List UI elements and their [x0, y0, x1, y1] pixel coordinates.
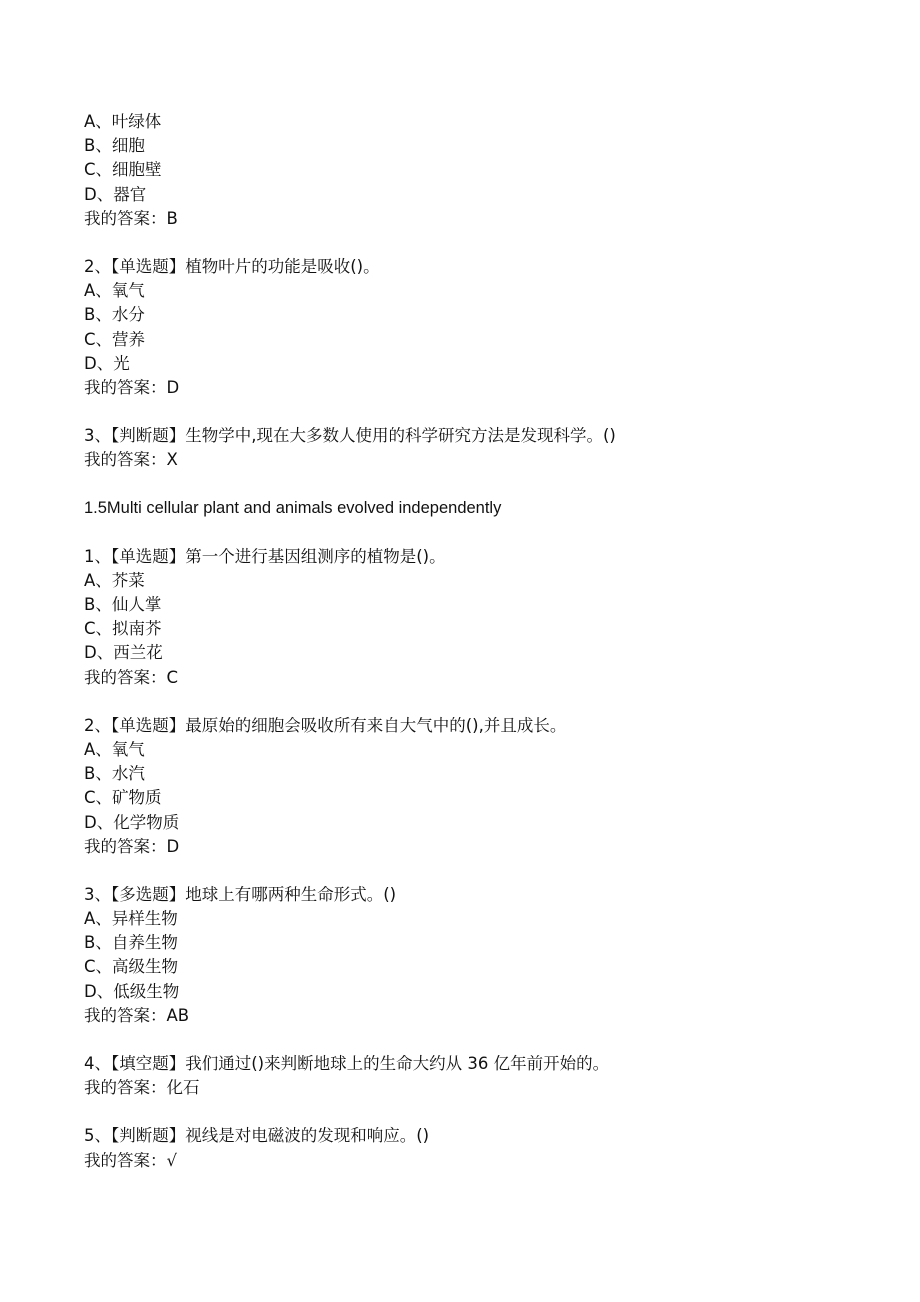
option-d: D、化学物质	[84, 812, 180, 832]
section-title: 1.5Multi cellular plant and animals evolved independently	[84, 499, 502, 518]
question-text: 3、【判断题】生物学中,现在大多数人使用的科学研究方法是发现科学。()	[84, 426, 616, 446]
option-c: C、营养	[84, 329, 146, 349]
option-a: A、氧气	[84, 739, 145, 759]
my-answer: 我的答案：B	[84, 208, 178, 228]
option-c: C、细胞壁	[84, 160, 162, 180]
section-question-1	[84, 545, 844, 690]
option-d: D、低级生物	[84, 981, 180, 1001]
question-text: 4、【填空题】我们通过()来判断地球上的生命大约从 36 亿年前开始的。	[84, 1054, 610, 1073]
my-answer: 我的答案：D	[84, 836, 180, 856]
section-question-5	[84, 1124, 844, 1172]
question-text: 1、【单选题】第一个进行基因组测序的植物是()。	[84, 546, 446, 566]
option-b: B、水分	[84, 305, 145, 325]
option-c: C、拟南芥	[84, 619, 162, 639]
my-answer: 我的答案：√	[84, 1150, 178, 1170]
section-question-2	[84, 714, 844, 859]
question-text: 2、【单选题】植物叶片的功能是吸收()。	[84, 256, 380, 276]
option-b: B、仙人掌	[84, 595, 162, 614]
question-text: 5、【判断题】视线是对电磁波的发现和响应。()	[84, 1126, 430, 1146]
question-block-3	[84, 424, 844, 472]
my-answer: 我的答案：D	[84, 377, 180, 397]
option-d: D、西兰花	[84, 643, 163, 663]
option-b: B、细胞	[84, 136, 145, 156]
option-d: D、器官	[84, 184, 147, 204]
question-block-1	[84, 110, 844, 231]
question-block-2	[84, 255, 844, 400]
section-question-4	[84, 1052, 844, 1100]
option-d: D、光	[84, 353, 130, 373]
my-answer: 我的答案：化石	[84, 1078, 200, 1098]
option-b: B、自养生物	[84, 933, 178, 953]
question-text: 2、【单选题】最原始的细胞会吸收所有来自大气中的(),并且成长。	[84, 715, 567, 735]
option-c: C、矿物质	[84, 788, 162, 808]
document-page	[84, 110, 844, 1173]
my-answer: 我的答案：X	[84, 450, 178, 470]
my-answer: 我的答案：AB	[84, 1005, 190, 1025]
option-a: A、叶绿体	[84, 112, 162, 131]
option-a: A、芥菜	[84, 570, 145, 590]
section-question-3	[84, 883, 844, 1028]
option-b: B、水汽	[84, 764, 145, 784]
question-text: 3、【多选题】地球上有哪两种生命形式。()	[84, 884, 397, 904]
option-a: A、异样生物	[84, 909, 178, 929]
option-c: C、高级生物	[84, 957, 179, 977]
my-answer: 我的答案：C	[84, 667, 179, 687]
option-a: A、氧气	[84, 281, 145, 301]
